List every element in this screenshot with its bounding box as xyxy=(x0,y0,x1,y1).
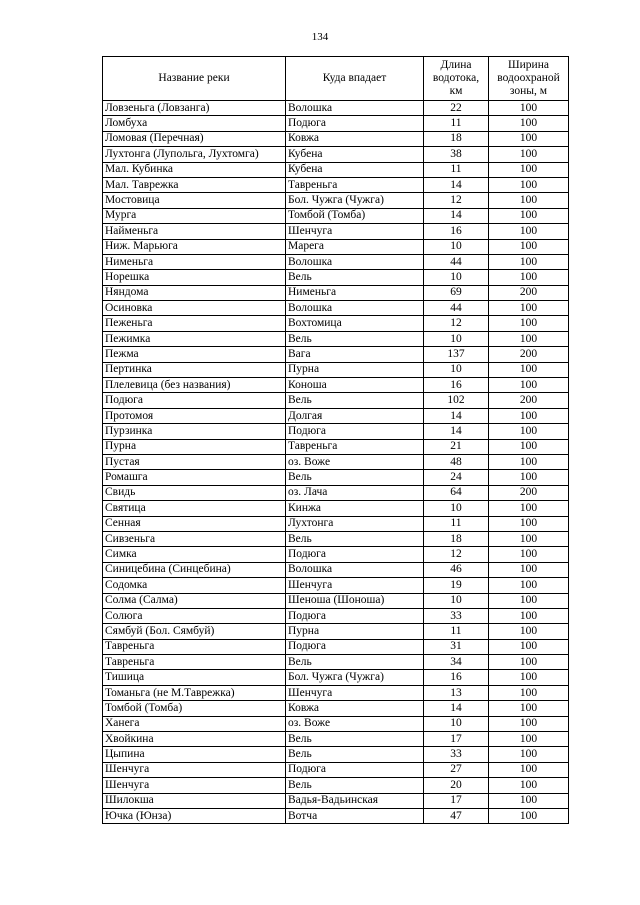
flows-into-cell: Вель xyxy=(286,270,424,285)
zone-width-cell: 100 xyxy=(489,239,569,254)
river-name-cell: Сенная xyxy=(103,516,286,531)
river-name-cell: Пурзинка xyxy=(103,424,286,439)
length-cell: 64 xyxy=(424,485,489,500)
length-cell: 11 xyxy=(424,624,489,639)
flows-into-cell: Шенчуга xyxy=(286,578,424,593)
zone-width-cell: 100 xyxy=(489,747,569,762)
flows-into-cell: Коноша xyxy=(286,378,424,393)
flows-into-cell: Подюга xyxy=(286,762,424,777)
river-name-cell: Хвойкина xyxy=(103,732,286,747)
river-name-cell: Пежимка xyxy=(103,331,286,346)
length-cell: 18 xyxy=(424,131,489,146)
length-cell: 12 xyxy=(424,193,489,208)
flows-into-cell: Вель xyxy=(286,531,424,546)
zone-width-cell: 100 xyxy=(489,454,569,469)
zone-width-cell: 100 xyxy=(489,208,569,223)
flows-into-cell: Вель xyxy=(286,331,424,346)
table-row xyxy=(103,547,569,562)
zone-width-cell: 100 xyxy=(489,301,569,316)
length-cell: 14 xyxy=(424,424,489,439)
flows-into-cell: Долгая xyxy=(286,408,424,423)
river-name-cell: Шенчуга xyxy=(103,778,286,793)
table-row xyxy=(103,516,569,531)
flows-into-cell: Волошка xyxy=(286,562,424,577)
zone-width-cell: 100 xyxy=(489,562,569,577)
river-name-cell: Пурна xyxy=(103,439,286,454)
table-row xyxy=(103,408,569,423)
length-cell: 10 xyxy=(424,716,489,731)
river-name-cell: Пеженьга xyxy=(103,316,286,331)
flows-into-cell: Подюга xyxy=(286,424,424,439)
river-name-cell: Шилокша xyxy=(103,793,286,808)
river-name-cell: Протомоя xyxy=(103,408,286,423)
zone-width-cell: 200 xyxy=(489,485,569,500)
table-row xyxy=(103,701,569,716)
table-row xyxy=(103,808,569,823)
zone-width-cell: 100 xyxy=(489,578,569,593)
length-cell: 10 xyxy=(424,270,489,285)
length-cell: 24 xyxy=(424,470,489,485)
flows-into-cell: Кинжа xyxy=(286,501,424,516)
zone-width-cell: 100 xyxy=(489,316,569,331)
zone-width-cell: 100 xyxy=(489,408,569,423)
length-cell: 46 xyxy=(424,562,489,577)
length-cell: 17 xyxy=(424,732,489,747)
zone-width-cell: 100 xyxy=(489,716,569,731)
length-cell: 11 xyxy=(424,162,489,177)
table-row xyxy=(103,347,569,362)
flows-into-cell: Подюга xyxy=(286,116,424,131)
header-river-name: Название реки xyxy=(103,57,286,101)
river-name-cell: Синицебина (Синцебина) xyxy=(103,562,286,577)
length-cell: 10 xyxy=(424,593,489,608)
river-name-cell: Ниж. Марьюга xyxy=(103,239,286,254)
table-row xyxy=(103,485,569,500)
zone-width-cell: 100 xyxy=(489,193,569,208)
table-row xyxy=(103,670,569,685)
river-name-cell: Святица xyxy=(103,501,286,516)
table-row xyxy=(103,147,569,162)
river-name-cell: Свидь xyxy=(103,485,286,500)
river-name-cell: Плелевица (без названия) xyxy=(103,378,286,393)
table-row xyxy=(103,239,569,254)
zone-width-cell: 100 xyxy=(489,116,569,131)
river-name-cell: Пустая xyxy=(103,454,286,469)
table-row xyxy=(103,593,569,608)
river-name-cell: Тавреньга xyxy=(103,655,286,670)
length-cell: 14 xyxy=(424,701,489,716)
river-name-cell: Няндома xyxy=(103,285,286,300)
flows-into-cell: Кубена xyxy=(286,162,424,177)
table-row xyxy=(103,716,569,731)
zone-width-cell: 100 xyxy=(489,701,569,716)
table-row xyxy=(103,732,569,747)
zone-width-cell: 100 xyxy=(489,778,569,793)
zone-width-cell: 100 xyxy=(489,793,569,808)
table-row xyxy=(103,762,569,777)
flows-into-cell: Шенчуга xyxy=(286,685,424,700)
table-row xyxy=(103,608,569,623)
length-cell: 10 xyxy=(424,239,489,254)
length-cell: 44 xyxy=(424,301,489,316)
table-body xyxy=(103,101,569,824)
flows-into-cell: Вотча xyxy=(286,808,424,823)
length-cell: 69 xyxy=(424,285,489,300)
river-name-cell: Томбой (Томба) xyxy=(103,701,286,716)
zone-width-cell: 100 xyxy=(489,101,569,116)
river-name-cell: Подюга xyxy=(103,393,286,408)
table-row xyxy=(103,639,569,654)
river-name-cell: Мал. Таврежка xyxy=(103,177,286,192)
zone-width-cell: 100 xyxy=(489,362,569,377)
flows-into-cell: Вель xyxy=(286,778,424,793)
length-cell: 48 xyxy=(424,454,489,469)
zone-width-cell: 100 xyxy=(489,147,569,162)
length-cell: 16 xyxy=(424,224,489,239)
river-name-cell: Осиновка xyxy=(103,301,286,316)
zone-width-cell: 100 xyxy=(489,177,569,192)
table-row xyxy=(103,454,569,469)
flows-into-cell: Подюга xyxy=(286,608,424,623)
river-name-cell: Ломовая (Перечная) xyxy=(103,131,286,146)
table-row xyxy=(103,224,569,239)
length-cell: 14 xyxy=(424,177,489,192)
zone-width-cell: 100 xyxy=(489,593,569,608)
table-row xyxy=(103,655,569,670)
table-row xyxy=(103,270,569,285)
zone-width-cell: 100 xyxy=(489,254,569,269)
flows-into-cell: Шенчуга xyxy=(286,224,424,239)
zone-width-cell: 100 xyxy=(489,655,569,670)
flows-into-cell: оз. Воже xyxy=(286,454,424,469)
flows-into-cell: Томбой (Томба) xyxy=(286,208,424,223)
zone-width-cell: 100 xyxy=(489,639,569,654)
length-cell: 11 xyxy=(424,516,489,531)
river-name-cell: Норешка xyxy=(103,270,286,285)
length-cell: 27 xyxy=(424,762,489,777)
length-cell: 12 xyxy=(424,547,489,562)
length-cell: 19 xyxy=(424,578,489,593)
flows-into-cell: Подюга xyxy=(286,547,424,562)
table-row xyxy=(103,578,569,593)
zone-width-cell: 200 xyxy=(489,393,569,408)
river-name-cell: Солма (Салма) xyxy=(103,593,286,608)
flows-into-cell: оз. Воже xyxy=(286,716,424,731)
length-cell: 12 xyxy=(424,316,489,331)
zone-width-cell: 100 xyxy=(489,131,569,146)
header-length: Длина водотока, км xyxy=(424,57,489,101)
zone-width-cell: 100 xyxy=(489,470,569,485)
river-name-cell: Сямбуй (Бол. Сямбуй) xyxy=(103,624,286,639)
table-row xyxy=(103,116,569,131)
table-row xyxy=(103,470,569,485)
river-name-cell: Шенчуга xyxy=(103,762,286,777)
river-name-cell: Томаньга (не М.Таврежка) xyxy=(103,685,286,700)
zone-width-cell: 100 xyxy=(489,608,569,623)
table-row xyxy=(103,793,569,808)
river-name-cell: Сивзеньга xyxy=(103,531,286,546)
zone-width-cell: 100 xyxy=(489,501,569,516)
zone-width-cell: 100 xyxy=(489,531,569,546)
zone-width-cell: 100 xyxy=(489,162,569,177)
table-row xyxy=(103,331,569,346)
river-name-cell: Мостовица xyxy=(103,193,286,208)
table-row xyxy=(103,624,569,639)
flows-into-cell: Волошка xyxy=(286,254,424,269)
river-name-cell: Ханега xyxy=(103,716,286,731)
zone-width-cell: 100 xyxy=(489,732,569,747)
length-cell: 10 xyxy=(424,362,489,377)
flows-into-cell: Марега xyxy=(286,239,424,254)
flows-into-cell: Пурна xyxy=(286,362,424,377)
flows-into-cell: Вель xyxy=(286,732,424,747)
river-name-cell: Пежма xyxy=(103,347,286,362)
zone-width-cell: 100 xyxy=(489,331,569,346)
table-row xyxy=(103,531,569,546)
table-row xyxy=(103,393,569,408)
length-cell: 22 xyxy=(424,101,489,116)
length-cell: 13 xyxy=(424,685,489,700)
length-cell: 14 xyxy=(424,408,489,423)
table-row xyxy=(103,362,569,377)
table-row xyxy=(103,208,569,223)
length-cell: 18 xyxy=(424,531,489,546)
flows-into-cell: оз. Лача xyxy=(286,485,424,500)
flows-into-cell: Ковжа xyxy=(286,701,424,716)
flows-into-cell: Вадья-Вадьинская xyxy=(286,793,424,808)
length-cell: 10 xyxy=(424,331,489,346)
flows-into-cell: Бол. Чужга (Чужга) xyxy=(286,193,424,208)
flows-into-cell: Вохтомица xyxy=(286,316,424,331)
length-cell: 44 xyxy=(424,254,489,269)
rivers-table xyxy=(102,56,569,824)
length-cell: 31 xyxy=(424,639,489,654)
river-name-cell: Симка xyxy=(103,547,286,562)
zone-width-cell: 100 xyxy=(489,439,569,454)
river-name-cell: Пертинка xyxy=(103,362,286,377)
zone-width-cell: 200 xyxy=(489,285,569,300)
river-name-cell: Тавреньга xyxy=(103,639,286,654)
table-row xyxy=(103,285,569,300)
river-name-cell: Нименьга xyxy=(103,254,286,269)
zone-width-cell: 100 xyxy=(489,516,569,531)
length-cell: 33 xyxy=(424,747,489,762)
flows-into-cell: Подюга xyxy=(286,639,424,654)
river-name-cell: Найменьга xyxy=(103,224,286,239)
table-row xyxy=(103,778,569,793)
river-name-cell: Цыпина xyxy=(103,747,286,762)
length-cell: 14 xyxy=(424,208,489,223)
table-row xyxy=(103,193,569,208)
length-cell: 16 xyxy=(424,378,489,393)
flows-into-cell: Кубена xyxy=(286,147,424,162)
length-cell: 21 xyxy=(424,439,489,454)
length-cell: 102 xyxy=(424,393,489,408)
length-cell: 47 xyxy=(424,808,489,823)
flows-into-cell: Лухтонга xyxy=(286,516,424,531)
table-row xyxy=(103,378,569,393)
table-row xyxy=(103,424,569,439)
river-name-cell: Тишица xyxy=(103,670,286,685)
flows-into-cell: Волошка xyxy=(286,101,424,116)
length-cell: 10 xyxy=(424,501,489,516)
river-name-cell: Мал. Кубинка xyxy=(103,162,286,177)
table-header xyxy=(103,57,569,101)
table-row xyxy=(103,301,569,316)
table-row xyxy=(103,131,569,146)
length-cell: 16 xyxy=(424,670,489,685)
river-name-cell: Содомка xyxy=(103,578,286,593)
zone-width-cell: 100 xyxy=(489,378,569,393)
flows-into-cell: Вель xyxy=(286,393,424,408)
river-name-cell: Лухтонга (Лупольга, Лухтомга) xyxy=(103,147,286,162)
length-cell: 33 xyxy=(424,608,489,623)
flows-into-cell: Тавреньга xyxy=(286,177,424,192)
zone-width-cell: 200 xyxy=(489,347,569,362)
flows-into-cell: Нименьга xyxy=(286,285,424,300)
length-cell: 38 xyxy=(424,147,489,162)
length-cell: 34 xyxy=(424,655,489,670)
table-row xyxy=(103,177,569,192)
header-row xyxy=(103,57,569,101)
flows-into-cell: Вага xyxy=(286,347,424,362)
flows-into-cell: Волошка xyxy=(286,301,424,316)
table-row xyxy=(103,562,569,577)
zone-width-cell: 100 xyxy=(489,624,569,639)
table-row xyxy=(103,747,569,762)
zone-width-cell: 100 xyxy=(489,670,569,685)
table-row xyxy=(103,316,569,331)
flows-into-cell: Бол. Чужга (Чужга) xyxy=(286,670,424,685)
length-cell: 17 xyxy=(424,793,489,808)
table-row xyxy=(103,439,569,454)
length-cell: 20 xyxy=(424,778,489,793)
zone-width-cell: 100 xyxy=(489,224,569,239)
table-row xyxy=(103,254,569,269)
river-name-cell: Солюга xyxy=(103,608,286,623)
table-row xyxy=(103,101,569,116)
header-zone-width: Ширина водоохраной зоны, м xyxy=(489,57,569,101)
page-number: 134 xyxy=(311,31,329,43)
river-name-cell: Мурга xyxy=(103,208,286,223)
table-row xyxy=(103,162,569,177)
length-cell: 11 xyxy=(424,116,489,131)
length-cell: 137 xyxy=(424,347,489,362)
flows-into-cell: Вель xyxy=(286,470,424,485)
flows-into-cell: Вель xyxy=(286,655,424,670)
river-name-cell: Ромашга xyxy=(103,470,286,485)
flows-into-cell: Тавреньга xyxy=(286,439,424,454)
river-name-cell: Ловзеньга (Ловзанга) xyxy=(103,101,286,116)
zone-width-cell: 100 xyxy=(489,808,569,823)
river-name-cell: Ючка (Юнза) xyxy=(103,808,286,823)
flows-into-cell: Шеноша (Шоноша) xyxy=(286,593,424,608)
flows-into-cell: Ковжа xyxy=(286,131,424,146)
zone-width-cell: 100 xyxy=(489,762,569,777)
zone-width-cell: 100 xyxy=(489,424,569,439)
zone-width-cell: 100 xyxy=(489,685,569,700)
river-name-cell: Ломбуха xyxy=(103,116,286,131)
zone-width-cell: 100 xyxy=(489,547,569,562)
zone-width-cell: 100 xyxy=(489,270,569,285)
flows-into-cell: Вель xyxy=(286,747,424,762)
header-flows-into: Куда впадает xyxy=(286,57,424,101)
flows-into-cell: Пурна xyxy=(286,624,424,639)
table-row xyxy=(103,501,569,516)
table-row xyxy=(103,685,569,700)
